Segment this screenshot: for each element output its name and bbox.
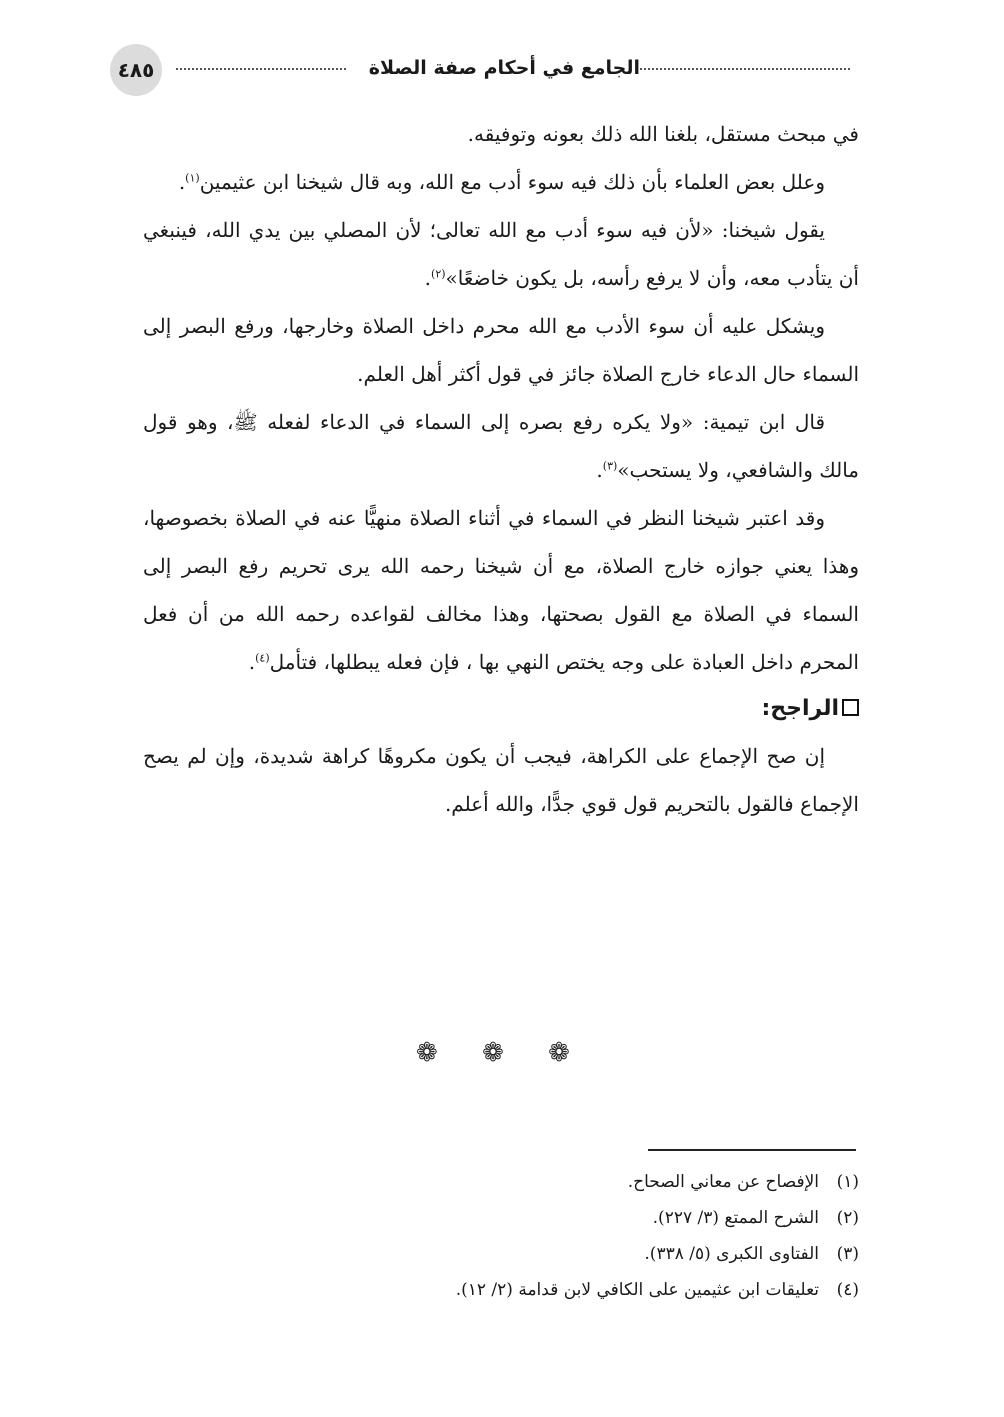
checkbox-square-icon	[842, 699, 859, 716]
paragraph-6-end: .	[248, 650, 256, 674]
section-heading-text: الراجح:	[761, 696, 839, 721]
footnote-1	[143, 1164, 859, 1200]
paragraph-3	[143, 206, 859, 302]
footnote-text: الإفصاح عن معاني الصحاح.	[627, 1172, 819, 1192]
paragraph-7-text: إن صح الإجماع على الكراهة، فيجب أن يكون مكروهًا كراهة شديدة، وإن لم يصح الإجماع فالقول بالتحريم قول قوي جدًّا، والله أعلم.	[143, 744, 859, 816]
footnote-number: (٢)	[836, 1208, 859, 1228]
paragraph-2-text: وعلل بعض العلماء بأن ذلك فيه سوء أدب مع الله، وبه قال شيخنا ابن عثيمين	[199, 170, 825, 194]
paragraph-3-end: .	[424, 266, 432, 290]
paragraph-7	[143, 732, 859, 828]
paragraph-2-end: .	[178, 170, 186, 194]
footnote-text: الفتاوى الكبرى (٥/ ٣٣٨).	[644, 1244, 819, 1264]
footnote-ref-2[interactable]: (٢)	[431, 267, 446, 281]
footnote-number: (١)	[836, 1172, 859, 1192]
paragraph-6-text: وقد اعتبر شيخنا النظر في السماء في أثناء الصلاة منهيًّا عنه في الصلاة بخصوصها، وهذا يعني جوازه خارج الصلاة، مع أن شيخنا رحمه الله يرى تحريم رفع البصر إلى السماء في الصلاة مع القول بصحتها، وهذا مخالف لقواعده رحمه الله من أن فعل المحرم داخل العبادة على وجه يختص النهي بها ، فإن فعله يبطلها، فتأمل	[143, 506, 859, 674]
paragraph-6	[143, 494, 859, 686]
footnote-separator	[648, 1149, 856, 1151]
paragraph-1	[143, 110, 859, 158]
running-title: الجامع في أحكام صفة الصلاة	[368, 57, 640, 79]
footnote-ref-3[interactable]: (٣)	[602, 459, 618, 473]
footnote-text: تعليقات ابن عثيمين على الكافي لابن قدامة (٢/ ١٢).	[455, 1280, 819, 1300]
flower-ornament-icon: ❁ ❁ ❁	[416, 1038, 588, 1068]
footnote-4	[143, 1272, 859, 1308]
footnote-ref-4[interactable]: (٤)	[255, 651, 270, 665]
header-dotted-rule-left	[176, 68, 346, 70]
paragraph-2	[143, 158, 859, 206]
paragraph-4	[143, 302, 859, 398]
paragraph-5-text: قال ابن تيمية: «ولا يكره رفع بصره إلى السماء في الدعاء لفعله ﷺ، وهو قول مالك والشافعي، ولا يستحب»	[143, 410, 859, 482]
section-heading	[143, 686, 859, 732]
paragraph-1-text: في مبحث مستقل، بلغنا الله ذلك بعونه وتوفيقه.	[467, 122, 859, 146]
header-dotted-rule-right	[640, 68, 850, 70]
footnote-ref-1[interactable]: (١)	[185, 171, 200, 185]
footnote-number: (٣)	[836, 1244, 859, 1264]
footnotes	[143, 1164, 859, 1308]
main-text	[143, 110, 859, 828]
footnote-number: (٤)	[836, 1280, 859, 1300]
footnote-text: الشرح الممتع (٣/ ٢٢٧).	[652, 1208, 819, 1228]
footnote-3	[143, 1236, 859, 1272]
footnote-2	[143, 1200, 859, 1236]
paragraph-5	[143, 398, 859, 494]
page-number-badge: ٤٨٥	[110, 44, 162, 96]
paragraph-3-text: يقول شيخنا: «لأن فيه سوء أدب مع الله تعالى؛ لأن المصلي بين يدي الله، فينبغي أن يتأدب معه، وأن لا يرفع رأسه، بل يكون خاضعًا»	[143, 218, 859, 290]
paragraph-5-end: .	[596, 458, 603, 482]
paragraph-4-text: ويشكل عليه أن سوء الأدب مع الله محرم داخل الصلاة وخارجها، ورفع البصر إلى السماء حال الدعاء خارج الصلاة جائز في قول أكثر أهل العلم.	[143, 314, 859, 386]
page-header	[110, 44, 850, 98]
